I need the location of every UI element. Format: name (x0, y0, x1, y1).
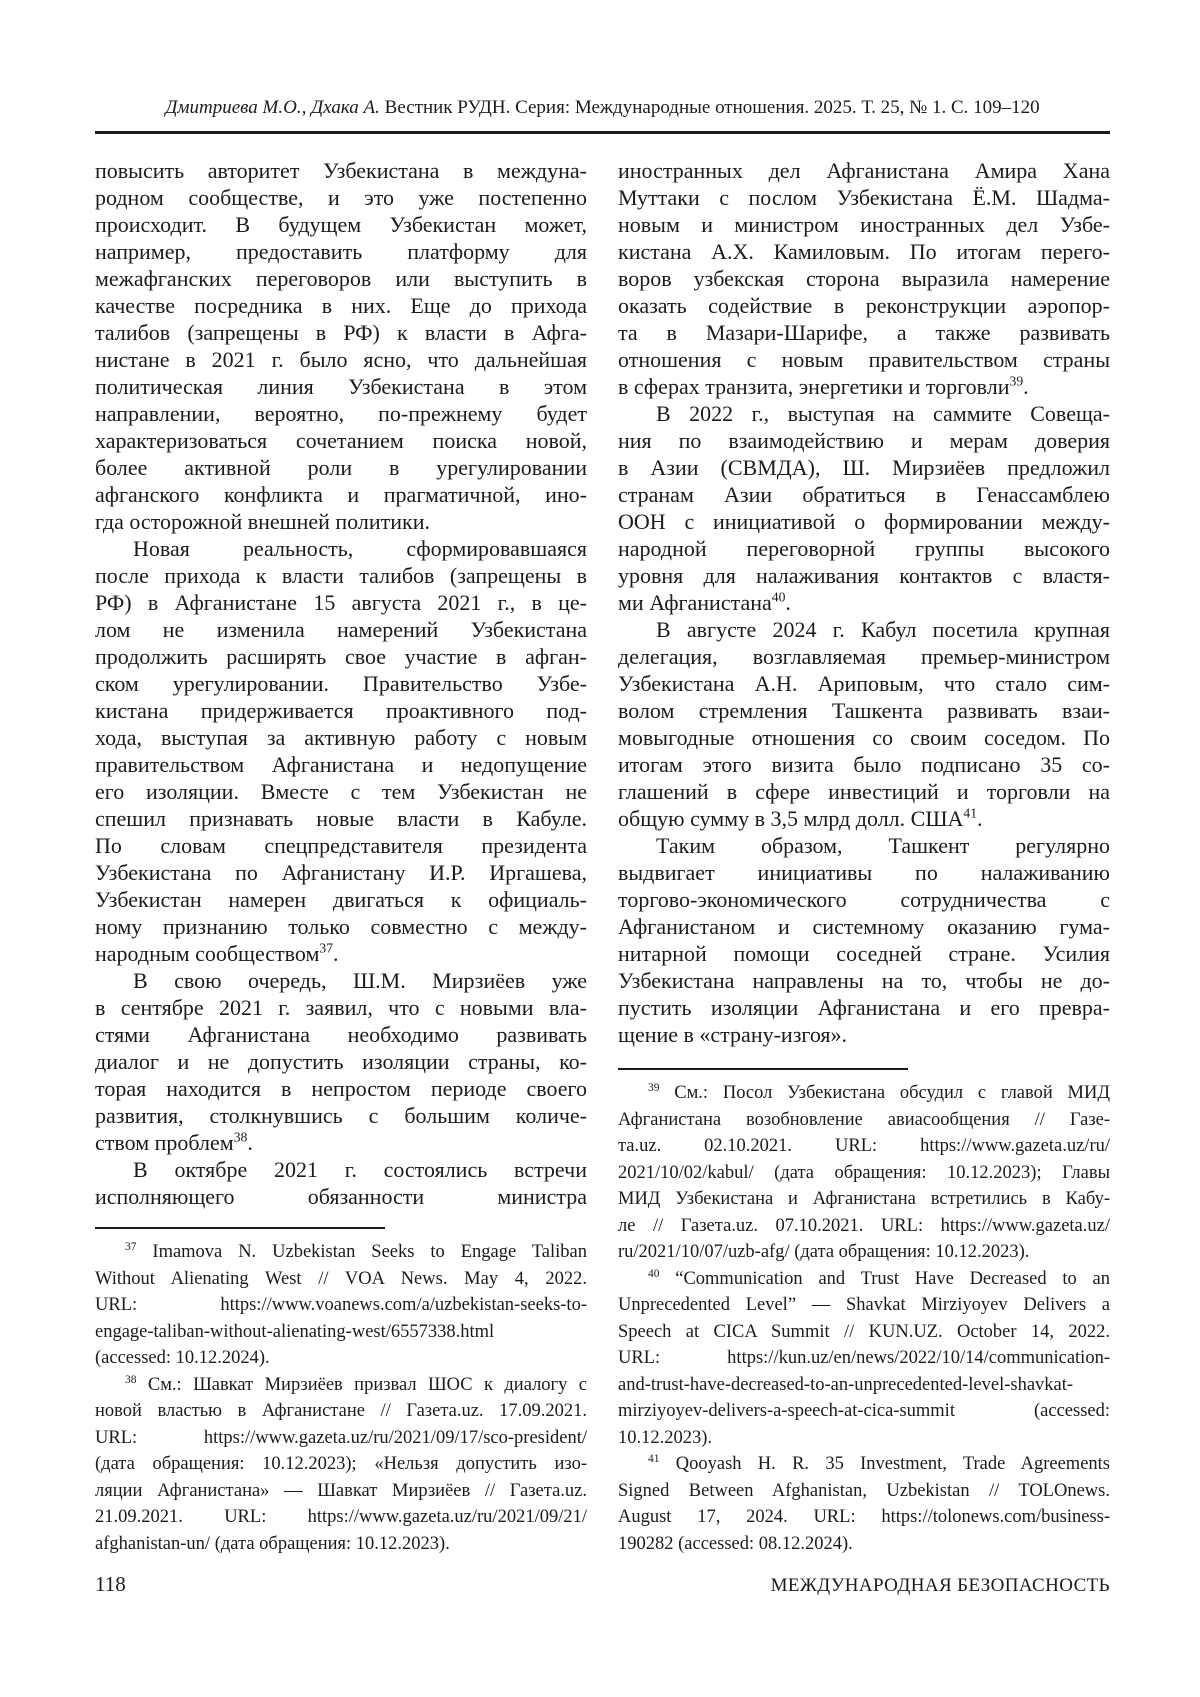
text-line: воров узбекская сторона выразила намерение (618, 266, 1110, 291)
text-line: характеризоваться сочетанием поиска новой, (95, 428, 587, 453)
text-line: та в Мазари-Шарифе, а также развивать (618, 320, 1110, 345)
text-line: ском урегулировании. Правительство Узбе- (95, 671, 587, 696)
text-line: уровня для налаживания контактов с властя- (618, 563, 1110, 588)
text-line: Узбекистана направлены на то, чтобы не до- (618, 968, 1110, 993)
text-line: направлении, вероятно, по-прежнему будет (95, 401, 587, 426)
text-line: отношения с новым правительством страны (618, 347, 1110, 372)
paragraph (618, 400, 1110, 616)
text-line: Узбекистана по Афганистану И.Р. Иргашева, (95, 860, 587, 885)
text-line: делегация, возглавляемая премьер-министром (618, 644, 1110, 669)
text-line: Узбекистана А.Н. Ариповым, что стало сим- (618, 671, 1110, 696)
text-line: народной переговорной группы высокого (618, 536, 1110, 561)
text-line: нистане в 2021 г. было ясно, что дальнейшая (95, 347, 587, 372)
text-line: щение в «страну-изгоя». (618, 1022, 848, 1047)
text-line: политическая линия Узбекистана в этом (95, 374, 587, 399)
text-line: Without Alienating West // VOA News. May 4, 2022. (95, 1268, 587, 1289)
text-line: торгово-экономического сотрудничества с (618, 887, 1110, 912)
text-columns (95, 157, 1110, 1557)
footnote (95, 1239, 587, 1372)
text-line: ле // Газета.uz. 07.10.2021. URL: https://www.gazeta.uz/ (618, 1215, 1110, 1236)
paragraph (618, 157, 1110, 400)
text-line: ному признанию только совместно с между- (95, 914, 587, 939)
paragraph (618, 616, 1110, 832)
text-line: URL: https://www.voanews.com/a/uzbekistan-seeks-to- (95, 1295, 587, 1315)
column-body (618, 157, 1110, 1048)
footnote (618, 1451, 1110, 1557)
text-line: РФ) в Афганистане 15 августа 2021 г., в це- (95, 590, 587, 615)
paragraph (95, 967, 587, 1156)
text-line: Афганистана возобновление авиасообщения // Газе- (618, 1109, 1110, 1130)
text-line: спешил признавать новые власти в Кабуле. (95, 806, 587, 831)
text-line: оказать содействие в реконструкции аэропор- (618, 293, 1110, 318)
footnote-ref: 38 (125, 1373, 137, 1386)
text-line: 21.09.2021. URL: https://www.gazeta.uz/ru/2021/09/21/ (95, 1507, 587, 1527)
text-line: хода, выступая за активную работу с новым (95, 725, 587, 750)
text-line: $^{39}$ См.: Посол Узбекистана обсудил с главой МИД (648, 1081, 1110, 1103)
text-line: пустить изоляции Афганистана и его превра- (618, 995, 1110, 1020)
header-rule (95, 131, 1110, 134)
text-line: итогам этого визита было подписано 35 со- (618, 752, 1110, 777)
footnote-ref: 41 (963, 805, 978, 821)
text-line: нитарной помощи соседней стране. Усилия (618, 941, 1110, 966)
text-line: родном сообществе, и это уже постепенно (95, 185, 587, 210)
text-line: $^{38}$ См.: Шавкат Мирзиёев призвал ШОС к диалогу с (125, 1373, 587, 1395)
text-line: исполняющего обязанности министра (95, 1184, 587, 1209)
text-line: ru/2021/10/07/uzb-afg/ (дата обращения: 10.12.2023). (618, 1242, 1030, 1262)
text-line: его изоляции. Вместе с тем Узбекистан не (95, 779, 587, 804)
text-line: Speech at CICA Summit // KUN.UZ. October 14, 2022. (618, 1321, 1110, 1342)
text-line: $^{37}$ Imamova N. Uzbekistan Seeks to Engage Taliban (125, 1240, 587, 1262)
paragraph (95, 157, 587, 535)
text-line: В 2022 г., выступая на саммите Совеща- (656, 401, 1110, 426)
text-line: новым и министром иностранных дел Узбе- (618, 212, 1110, 237)
text-line: мовыгодные отношения со своим соседом. По (618, 725, 1110, 750)
page-footer (95, 1572, 1110, 1597)
text-line: Таким образом, Ташкент регулярно (656, 833, 1110, 858)
text-line: МИД Узбекистана и Афганистана встретились в Кабу- (618, 1189, 1110, 1209)
text-line: кистана А.Х. Камиловым. По итогам перего- (618, 239, 1110, 264)
text-line: после прихода к власти талибов (запрещены в (95, 563, 587, 588)
text-line: afghanistan-un/ (дата обращения: 10.12.2023). (95, 1533, 450, 1554)
text-line: талибов (запрещены в РФ) к власти в Афга- (95, 320, 587, 345)
paragraph (95, 535, 587, 967)
text-line: повысить авторитет Узбекистана в междуна- (95, 158, 587, 183)
column-right (618, 157, 1110, 1557)
column-body (95, 157, 587, 1210)
text-line: общую сумму в 3,5 млрд долл. США$^{41}$. (618, 805, 983, 831)
text-line: волом стремления Ташкента развивать взаи- (618, 698, 1110, 723)
text-line: диалог и не допустить изоляции страны, ко- (95, 1049, 587, 1074)
text-line: кистана придерживается проактивного под- (95, 698, 587, 723)
page-header (95, 96, 1110, 120)
text-line: например, предоставить платформу для (95, 239, 587, 264)
text-line: развития, столкнувшись с большим количе- (95, 1103, 587, 1128)
footnote-list (618, 1080, 1110, 1557)
footnote-ref: 39 (648, 1081, 660, 1094)
text-line: новой властью в Афганистане // Газета.uz. 17.09.2021. (95, 1401, 587, 1421)
footnote (618, 1266, 1110, 1452)
text-line: выдвигает инициативы по налаживанию (618, 860, 1110, 885)
text-line: Unprecedented Level” — Shavkat Mirziyoyev Delivers a (618, 1295, 1110, 1315)
footnote-ref: 39 (1009, 373, 1024, 389)
text-line: 190282 (accessed: 08.12.2024). (618, 1533, 853, 1554)
text-line: Афганистаном и системному оказанию гума- (618, 914, 1110, 939)
paragraph (95, 1156, 587, 1210)
text-line: $^{40}$ “Communication and Trust Have Decreased to an (648, 1267, 1110, 1289)
footnotes (95, 1219, 587, 1557)
text-line: Муттаки с послом Узбекистана Ё.М. Шадма- (618, 185, 1110, 210)
text-line: афганского конфликта и прагматичной, ино- (95, 482, 587, 507)
text-line: engage-taliban-without-alienating-west/6557338.html (95, 1321, 495, 1342)
text-line: August 17, 2024. URL: https://tolonews.com/business- (618, 1507, 1110, 1527)
footnote-ref: 40 (648, 1267, 660, 1280)
footnote-ref: 41 (648, 1452, 660, 1465)
text-line: В свою очередь, Ш.М. Мирзиёев уже (133, 968, 587, 993)
text-line: ми Афганистана$^{40}$. (618, 589, 791, 615)
header-authors: Дмитриева М.О., Дхака А. (165, 97, 380, 118)
text-line: межафганских переговоров или выступить в (95, 266, 587, 291)
text-line: (accessed: 10.12.2024). (95, 1348, 270, 1368)
text-line: странам Азии обратиться в Генассамблею (618, 482, 1110, 507)
text-line: лом не изменила намерений Узбекистана (95, 617, 587, 642)
footnote (95, 1372, 587, 1558)
text-line: та.uz. 02.10.2021. URL: https://www.gazeta.uz/ru/ (618, 1136, 1110, 1156)
header-journal-info: Вестник РУДН. Серия: Международные отношения. 2025. Т. 25, № 1. С. 109–120 (379, 97, 1040, 118)
text-line: По словам спецпредставителя президента (95, 833, 587, 858)
footnote-separator (618, 1068, 908, 1070)
text-line: стями Афганистана необходимо развивать (95, 1022, 587, 1047)
text-line: 2021/10/02/kabul/ (дата обращения: 10.12.2023); Главы (618, 1162, 1110, 1183)
text-line: правительством Афганистана и недопущение (95, 752, 587, 777)
text-line: URL: https://kun.uz/en/news/2022/10/14/communication- (618, 1348, 1110, 1368)
text-line: В октябре 2021 г. состоялись встречи (133, 1157, 587, 1182)
footnote-list (95, 1239, 587, 1557)
text-line: гда осторожной внешней политики. (95, 509, 430, 534)
page-number: 118 (95, 1572, 126, 1596)
text-line: 10.12.2023). (618, 1427, 713, 1448)
text-line: and-trust-have-decreased-to-an-unprecedented-level-shavkat- (618, 1374, 1074, 1395)
running-title: МЕЖДУНАРОДНАЯ БЕЗОПАСНОСТЬ (770, 1575, 1110, 1596)
text-line: Узбекистан намерен двигаться к официаль- (95, 887, 587, 912)
text-line: более активной роли в урегулировании (95, 455, 587, 480)
text-line: mirziyoyev-delivers-a-speech-at-cica-summit (accessed: (618, 1401, 1110, 1421)
text-line: ООН с инициативой о формировании между- (618, 509, 1110, 534)
text-line: URL: https://www.gazeta.uz/ru/2021/09/17/sco-president/ (95, 1427, 587, 1448)
text-line: торая находится в непростом периоде своего (95, 1076, 587, 1101)
text-line: в сентябре 2021 г. заявил, что с новыми вла- (95, 995, 587, 1020)
text-line: происходит. В будущем Узбекистан может, (95, 212, 587, 237)
column-left (95, 157, 587, 1557)
text-line: В августе 2024 г. Кабул посетила крупная (656, 617, 1110, 642)
footnote-ref: 40 (771, 589, 786, 605)
text-line: ния по взаимодействию и мерам доверия (618, 428, 1110, 453)
footnote-ref: 38 (233, 1129, 248, 1145)
footnote-separator (95, 1227, 385, 1229)
paragraph (618, 832, 1110, 1048)
text-line: народным сообществом$^{37}$. (95, 940, 339, 966)
footnotes (618, 1060, 1110, 1557)
text-line: Signed Between Afghanistan, Uzbekistan // TOLOnews. (618, 1480, 1110, 1501)
text-line: $^{41}$ Qooyash H. R. 35 Investment, Trade Agreements (648, 1452, 1110, 1474)
text-line: в Азии (СВМДА), Ш. Мирзиёев предложил (618, 455, 1110, 480)
footnote-ref: 37 (125, 1240, 137, 1253)
text-line: качестве посредника в них. Еще до прихода (95, 293, 587, 318)
text-line: Новая реальность, сформировавшаяся (133, 536, 587, 561)
footnote-ref: 37 (319, 940, 334, 956)
text-line: ством проблем$^{38}$. (95, 1129, 253, 1155)
text-line: в сферах транзита, энергетики и торговли$^{39}$. (618, 373, 1029, 399)
text-line: ляции Афганистана» — Шавкат Мирзиёев // Газета.uz. (95, 1480, 587, 1501)
footnote (618, 1080, 1110, 1266)
text-line: продолжить расширять свое участие в афган- (95, 644, 587, 669)
text-line: (дата обращения: 10.12.2023); «Нельзя допустить изо- (95, 1454, 587, 1474)
text-line: иностранных дел Афганистана Амира Хана (618, 158, 1110, 183)
text-line: глашений в сфере инвестиций и торговли на (618, 779, 1110, 804)
